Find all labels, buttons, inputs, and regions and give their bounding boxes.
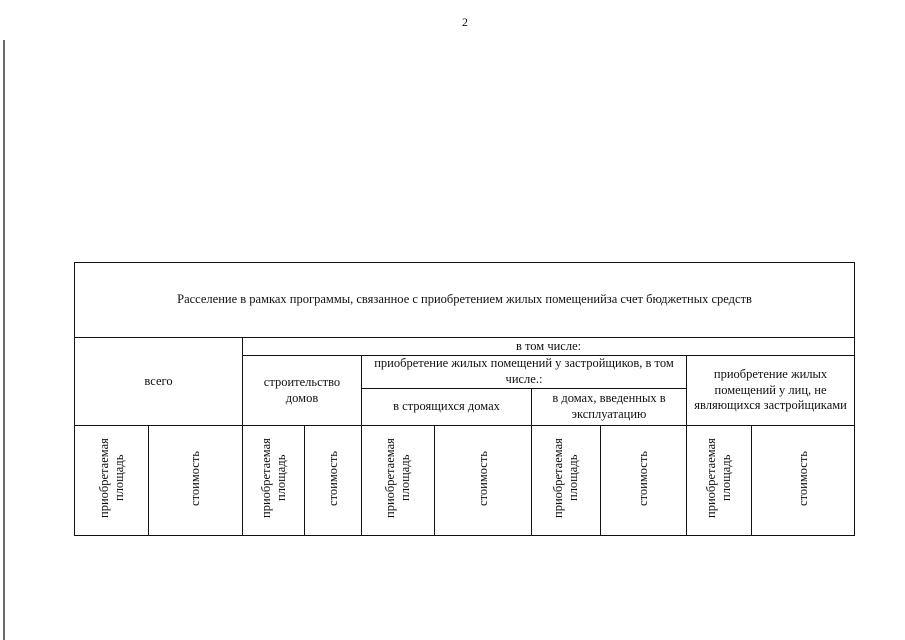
subcol-label: стоимость [188,450,202,506]
subcol-area-in-construction [362,426,435,536]
subcol-label: стоимость [475,450,490,506]
subcol-label: стоимость [795,450,810,506]
subcol-label: приобретаемая площадь [258,438,288,518]
header-from-non-developers: приобретение жилых помещений у лиц, не являющихся застройщиками [687,356,855,426]
subcol-cost-in-construction [435,426,532,536]
subcol-cost-non-developers [752,426,855,536]
table [74,262,855,536]
header-in-construction: в строящихся домах [362,389,532,426]
header-including: в том числе: [243,338,855,356]
subcol-label: приобретаемая площадь [551,438,580,518]
subcol-cost-total [149,426,243,536]
subcol-label: приобретаемая площадь [704,438,733,518]
subcol-cost-construction [305,426,362,536]
budget-housing-table [74,262,854,536]
subcol-area-construction [243,426,305,536]
page-number: 2 [462,15,468,29]
subcol-cost-in-operation [601,426,687,536]
table-title: Расселение в рамках программы, связанное с приобретением жилых помещенийза счет бюджетных средств [75,263,855,338]
header-in-operation: в домах, введенных в эксплуатацию [532,389,687,426]
subcol-label: приобретаемая площадь [96,438,126,518]
header-construction: строительство домов [243,356,362,426]
subcol-area-total [75,426,149,536]
subcol-label: стоимость [636,450,650,506]
header-total: всего [75,338,243,426]
header-from-developers: приобретение жилых помещений у застройщиков, в том числе.: [362,356,687,389]
subcol-label: приобретаемая площадь [383,438,412,518]
subcol-area-non-developers [687,426,752,536]
subcol-label: стоимость [325,450,340,506]
subcol-area-in-operation [532,426,601,536]
page-left-edge-line [3,40,5,640]
